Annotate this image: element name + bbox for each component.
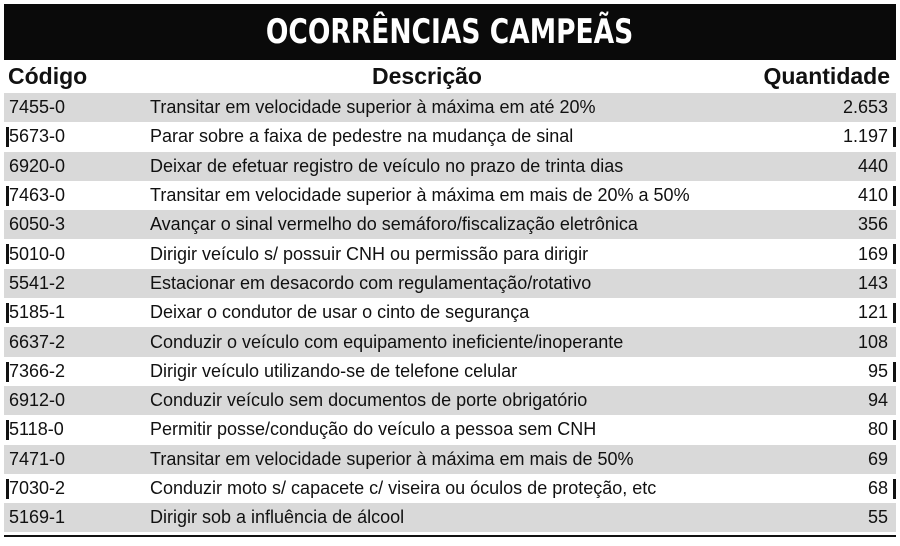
- row-marker-left: [6, 303, 9, 323]
- row-code: 7463-0: [9, 185, 66, 206]
- row-description: Dirigir veículo s/ possuir CNH ou permissão para dirigir: [150, 243, 589, 264]
- table-row: [4, 503, 896, 532]
- row-description: Conduzir o veículo com equipamento ineficiente/inoperante: [150, 331, 624, 352]
- row-code: 5010-0: [9, 243, 66, 264]
- row-code: 5673-0: [9, 126, 66, 147]
- table-row: [4, 357, 896, 386]
- table-row: [4, 386, 896, 415]
- row-quantity: 2.653: [842, 97, 888, 118]
- row-code: 7366-2: [9, 360, 66, 381]
- row-marker-left: [6, 127, 9, 147]
- row-quantity: 410: [857, 185, 888, 206]
- table-body: [4, 93, 896, 532]
- row-code: 6050-3: [9, 214, 66, 235]
- row-quantity: 55: [867, 507, 888, 528]
- row-quantity: 68: [867, 478, 888, 498]
- row-description: Transitar em velocidade superior à máxima em mais de 50%: [150, 448, 634, 469]
- row-marker-right: [893, 303, 896, 323]
- row-code: 6920-0: [9, 155, 66, 176]
- table-row: [4, 93, 896, 122]
- row-description: Dirigir veículo utilizando-se de telefone celular: [150, 360, 518, 381]
- table-row: [4, 239, 896, 268]
- row-marker-right: [893, 186, 896, 206]
- row-description: Conduzir veículo sem documentos de porte obrigatório: [150, 390, 588, 411]
- title-bar: [4, 4, 896, 60]
- row-description: Deixar o condutor de usar o cinto de segurança: [150, 302, 530, 323]
- header-quantity: Quantidade: [763, 62, 890, 89]
- table-row: [4, 298, 896, 327]
- row-description: Deixar de efetuar registro de veículo no prazo de trinta dias: [150, 155, 624, 176]
- row-marker-right: [893, 420, 896, 440]
- header-code: Código: [8, 62, 88, 89]
- table-row: [4, 122, 896, 151]
- row-marker-right: [893, 362, 896, 382]
- row-code: 5118-0: [9, 419, 64, 440]
- row-quantity: 108: [857, 331, 888, 352]
- header-description: Descrição: [372, 62, 482, 89]
- row-quantity: 69: [867, 448, 888, 469]
- row-quantity: 1.197: [842, 126, 888, 147]
- row-code: 6912-0: [9, 390, 66, 411]
- row-description: Transitar em velocidade superior à máxima em até 20%: [150, 97, 596, 118]
- row-marker-right: [893, 127, 896, 147]
- row-quantity: 143: [857, 272, 888, 293]
- row-marker-left: [6, 420, 9, 440]
- row-marker-left: [6, 479, 9, 499]
- table-row: [4, 269, 896, 298]
- row-code: 6637-2: [9, 331, 66, 352]
- row-code: 5169-1: [9, 507, 66, 528]
- row-description: Conduzir moto s/ capacete c/ viseira ou óculos de proteção, etc: [150, 478, 657, 498]
- row-quantity: 94: [867, 390, 888, 411]
- row-description: Parar sobre a faixa de pedestre na mudança de sinal: [150, 126, 574, 147]
- bottom-rule: [4, 535, 896, 537]
- table-header: [4, 60, 896, 92]
- table-row: [4, 210, 896, 239]
- table-row: [4, 445, 896, 474]
- row-marker-right: [893, 479, 896, 499]
- table-title: OCORRÊNCIAS CAMPEÃS: [266, 12, 634, 52]
- table-row: [4, 152, 896, 181]
- row-description: Permitir posse/condução do veículo a pessoa sem CNH: [150, 419, 597, 440]
- row-description: Dirigir sob a influência de álcool: [150, 507, 405, 528]
- table-row: [4, 415, 896, 444]
- table-row: [4, 474, 896, 503]
- row-code: 7471-0: [9, 448, 66, 469]
- row-quantity: 169: [857, 243, 888, 264]
- row-marker-left: [6, 186, 9, 206]
- row-quantity: 80: [867, 419, 888, 440]
- row-description: Transitar em velocidade superior à máxima em mais de 20% a 50%: [150, 185, 690, 206]
- row-code: 5185-1: [9, 302, 66, 323]
- table-row: [4, 327, 896, 356]
- row-code: 5541-2: [9, 272, 66, 293]
- table-row: [4, 181, 896, 210]
- row-quantity: 121: [857, 302, 888, 323]
- row-marker-left: [6, 244, 9, 264]
- row-marker-right: [893, 244, 896, 264]
- row-description: Estacionar em desacordo com regulamentação/rotativo: [150, 272, 592, 293]
- row-code: 7455-0: [9, 97, 66, 118]
- row-code: 7030-2: [9, 478, 66, 498]
- row-quantity: 440: [857, 155, 888, 176]
- row-quantity: 95: [867, 360, 888, 381]
- row-marker-left: [6, 362, 9, 382]
- row-quantity: 356: [857, 214, 888, 235]
- row-description: Avançar o sinal vermelho do semáforo/fiscalização eletrônica: [150, 214, 638, 235]
